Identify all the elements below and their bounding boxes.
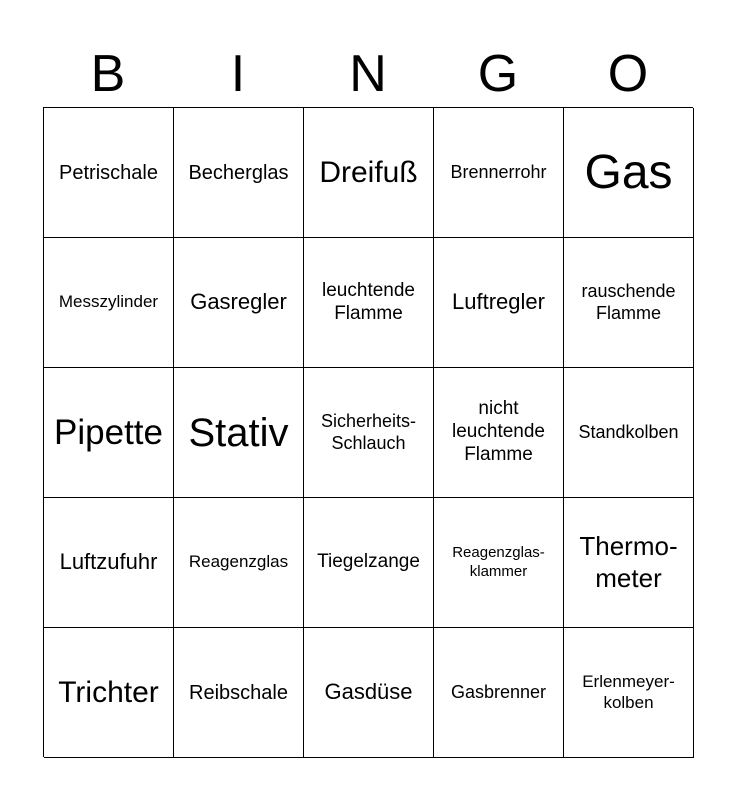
bingo-cell[interactable]: Reibschale [174,628,304,758]
bingo-cell[interactable]: Pipette [44,368,174,498]
bingo-cell[interactable]: Petrischale [44,108,174,238]
bingo-cell[interactable]: nicht leuchtende Flamme [434,368,564,498]
header-letter-b: B [90,45,126,103]
bingo-cell[interactable]: Messzylinder [44,238,174,368]
bingo-cell[interactable]: Reagenzglas [174,498,304,628]
bingo-card [43,107,693,757]
bingo-cell[interactable]: rauschende Flamme [564,238,694,368]
bingo-cell[interactable]: Erlenmeyer- kolben [564,628,694,758]
bingo-cell[interactable]: Gasregler [174,238,304,368]
bingo-cell[interactable]: Gasdüse [304,628,434,758]
bingo-cell[interactable]: Sicherheits- Schlauch [304,368,434,498]
bingo-cell[interactable]: Stativ [174,368,304,498]
bingo-cell[interactable]: Gasbrenner [434,628,564,758]
bingo-cell[interactable]: Gas [564,108,694,238]
bingo-cell[interactable]: Standkolben [564,368,694,498]
bingo-header [43,42,693,106]
bingo-cell[interactable]: Tiegelzange [304,498,434,628]
header-letter-n: N [349,45,387,103]
header-letter-o: O [607,45,649,103]
bingo-cell[interactable]: leuchtende Flamme [304,238,434,368]
header-letter-i: I [230,45,246,103]
bingo-cell[interactable]: Brennerrohr [434,108,564,238]
bingo-cell[interactable]: Becherglas [174,108,304,238]
bingo-cell[interactable]: Trichter [44,628,174,758]
bingo-cell[interactable]: Luftzufuhr [44,498,174,628]
bingo-cell[interactable]: Luftregler [434,238,564,368]
bingo-cell[interactable]: Reagenzglas- klammer [434,498,564,628]
bingo-cell[interactable]: Thermo- meter [564,498,694,628]
header-letter-g: G [477,45,519,103]
bingo-cell[interactable]: Dreifuß [304,108,434,238]
